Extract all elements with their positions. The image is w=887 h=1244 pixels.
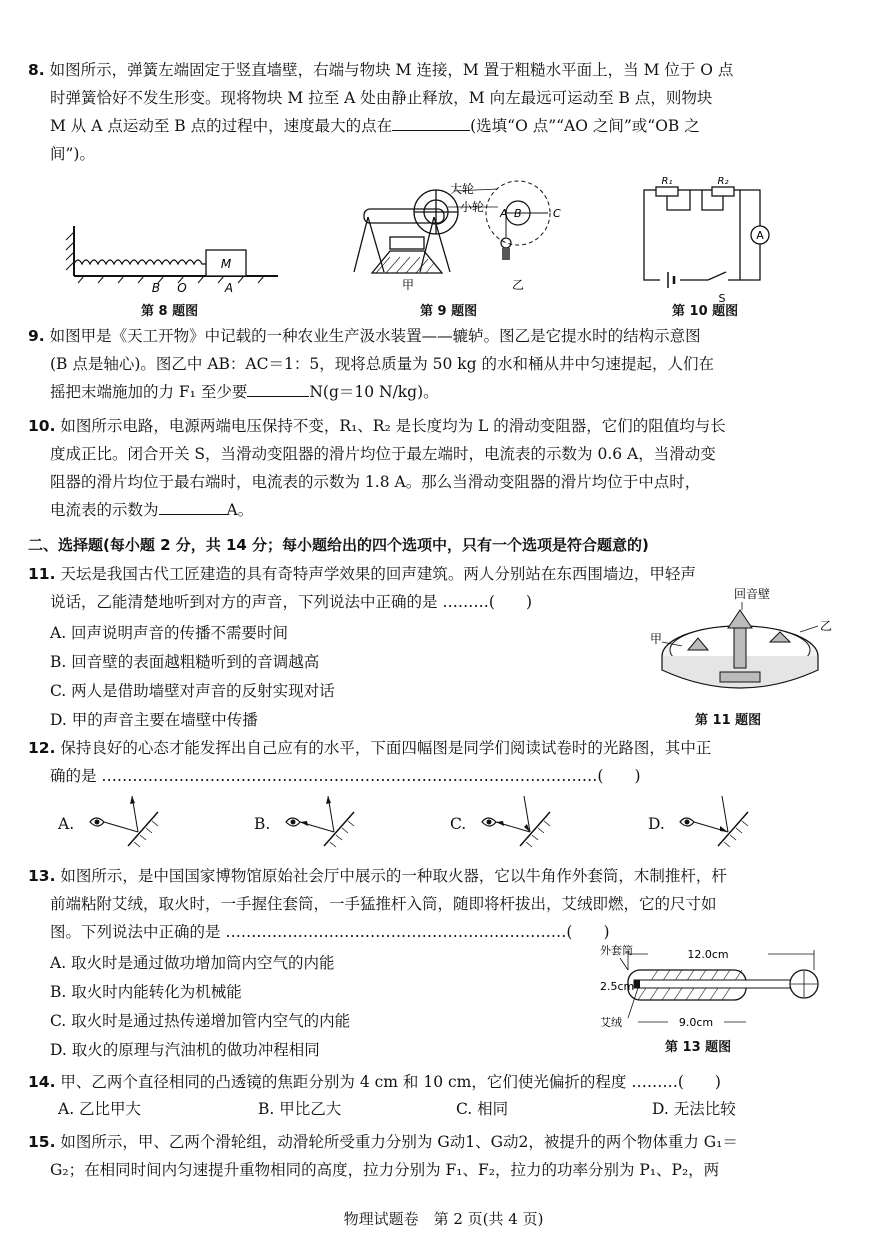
q13-option-a[interactable]: A. 取火时是通过做功增加筒内空气的内能: [50, 954, 335, 972]
fig13-label-outer: 外套筒: [600, 944, 633, 957]
q14-option-a[interactable]: A. 乙比甲大: [58, 1100, 142, 1118]
fig13-label-rod: 9.0cm: [678, 1016, 714, 1029]
q12-line2: 确的是 ……………………………………………………………………………………( ): [50, 767, 641, 785]
q12-option-d-diagram[interactable]: [672, 792, 762, 852]
q12-option-b[interactable]: B.: [254, 815, 271, 833]
q13-line3: 图。下列说法中正确的是 …………………………………………………………( ): [50, 923, 610, 941]
fig11-label-wall: 回音壁: [734, 587, 771, 601]
fig10-label-r2: R₂: [717, 176, 729, 187]
question-8: [28, 56, 828, 168]
question-14: [28, 1068, 828, 1096]
q11-option-c[interactable]: C. 两人是借助墙壁对声音的反射实现对话: [50, 682, 335, 700]
answer-blank[interactable]: [392, 114, 470, 131]
page-footer: 物理试题卷 第 2 页(共 4 页): [343, 1210, 544, 1228]
question-number: 9.: [28, 327, 45, 345]
q12-option-a[interactable]: A.: [58, 815, 75, 833]
q12-line1: 保持良好的心态才能发挥出自己应有的水平，下面四幅图是同学们阅读试卷时的光路图，其中正: [60, 739, 712, 757]
question-number: 11.: [28, 565, 56, 583]
q13-line2: 前端粘附艾绒，取火时，一手握住套筒，一手猛推杆入筒，随即将杆拔出，艾绒即燃，它的尺寸如: [50, 895, 717, 913]
question-number: 12.: [28, 739, 56, 757]
q12-option-c-diagram[interactable]: [474, 792, 564, 852]
q13-option-d[interactable]: D. 取火的原理与汽油机的做功冲程相同: [50, 1041, 320, 1059]
figure-13-fire-starter: [598, 940, 828, 1030]
q12-option-b-diagram[interactable]: [278, 792, 368, 852]
q10-line3: 阻器的滑片均位于最右端时，电流表的示数为 1.8 A。那么当滑动变阻器的滑片均位于中点时，: [50, 473, 701, 491]
question-number: 8.: [28, 61, 45, 79]
q11-line1: 天坛是我国古代工匠建造的具有奇特声学效果的回声建筑。两人分别站在东西围墙边，甲轻声: [60, 565, 696, 583]
q10-line1: 如图所示电路，电源两端电压保持不变，R₁、R₂ 是长度均为 L 的滑动变阻器，它们的阻值均与长: [60, 417, 726, 435]
q10-line2: 度成正比。闭合开关 S，当滑动变阻器的滑片均位于最左端时，电流表的示数为 0.6 A，当滑动变: [50, 445, 716, 463]
q13-option-c[interactable]: C. 取火时是通过热传递增加管内空气的内能: [50, 1012, 351, 1030]
fig10-label-r1: R₁: [661, 176, 673, 187]
figure-8-spring-diagram: [66, 226, 286, 296]
fig9-label-small-wheel: 小轮: [460, 200, 485, 214]
figure-8-caption: 第 8 题图: [141, 304, 199, 319]
question-number: 10.: [28, 417, 56, 435]
q9-line3a: 摇把末端施加的力 F₁ 至少要: [50, 383, 248, 401]
q9-line2: (B 点是轴心)。图乙中 AB：AC＝1：5，现将总质量为 50 kg 的水和桶从井中匀速提起，人们在: [50, 355, 715, 373]
q12-option-c[interactable]: C.: [450, 815, 467, 833]
q14-option-b[interactable]: B. 甲比乙大: [258, 1100, 342, 1118]
q15-line2: G₂；在相同时间内匀速提升重物相同的高度，拉力分别为 F₁、F₂，拉力的功率分别为 P₁、P₂，两: [50, 1161, 720, 1179]
fig9-label-yi: 乙: [512, 278, 525, 292]
fig8-label-a: A: [224, 281, 234, 295]
fig9-label-jia: 甲: [402, 278, 415, 292]
question-15: [28, 1128, 828, 1184]
fig11-label-yi: 乙: [820, 619, 833, 633]
figure-11-echo-wall: [650, 587, 833, 708]
fig10-label-switch: S: [718, 292, 726, 305]
question-9: [28, 322, 828, 406]
question-13: [28, 862, 828, 946]
answer-blank[interactable]: [159, 498, 227, 515]
q8-line3b: (选填“O 点”“AO 之间”或“OB 之: [470, 117, 700, 135]
fig9-label-c: C: [553, 207, 561, 220]
q13-line1: 如图所示，是中国国家博物馆原始社会厅中展示的一种取火器，它以牛角作外套筒，木制推杆，杆: [60, 867, 727, 885]
q12-option-d[interactable]: D.: [648, 815, 665, 833]
fig13-label-moxa: 艾绒: [600, 1016, 622, 1029]
fig9-label-b: B: [514, 207, 522, 220]
answer-blank[interactable]: [247, 380, 309, 397]
q13-option-b[interactable]: B. 取火时内能转化为机械能: [50, 983, 242, 1001]
question-10: [28, 412, 828, 524]
q10-line4b: A。: [226, 501, 254, 519]
q11-option-b[interactable]: B. 回音壁的表面越粗糙听到的音调越高: [50, 653, 320, 671]
question-number: 14.: [28, 1073, 56, 1091]
question-number: 13.: [28, 867, 56, 885]
figure-11-caption: 第 11 题图: [695, 713, 762, 728]
q8-line4: 间”)。: [50, 145, 95, 163]
fig13-label-diameter: 2.5cm: [600, 980, 635, 993]
fig9-label-a: A: [500, 207, 508, 220]
question-11: [28, 560, 696, 616]
figure-9-windlass-diagram: [350, 177, 580, 292]
q14-line1: 甲、乙两个直径相同的凸透镜的焦距分别为 4 cm 和 10 cm，它们使光偏折的程度 ………( ): [60, 1073, 721, 1091]
fig8-label-m: M: [220, 257, 232, 271]
question-number: 15.: [28, 1133, 56, 1151]
q9-line3b: N(g＝10 N/kg)。: [309, 383, 439, 401]
q10-line4a: 电流表的示数为: [50, 501, 159, 519]
figure-10-circuit-diagram: [630, 176, 780, 305]
q11-option-a[interactable]: A. 回声说明声音的传播不需要时间: [50, 624, 289, 642]
q11-line2: 说话，乙能清楚地听到对方的声音，下列说法中正确的是 ………( ): [50, 593, 533, 611]
question-12: [28, 734, 828, 790]
q12-option-a-diagram[interactable]: [82, 792, 172, 852]
figure-9-caption: 第 9 题图: [420, 304, 478, 319]
q8-line1: 如图所示，弹簧左端固定于竖直墙壁，右端与物块 M 连接，M 置于粗糙水平面上，当 M 位于 O 点: [49, 61, 734, 79]
fig10-label-ammeter: A: [756, 229, 764, 242]
q14-option-c[interactable]: C. 相同: [456, 1100, 509, 1118]
q8-line2: 时弹簧恰好不发生形变。现将物块 M 拉至 A 处由静止释放，M 向左最远可运动至 B 点，则物块: [50, 89, 713, 107]
fig11-label-jia: 甲: [650, 632, 663, 646]
fig8-label-b: B: [151, 281, 161, 295]
q14-option-d[interactable]: D. 无法比较: [652, 1100, 736, 1118]
figure-10-caption: 第 10 题图: [672, 304, 739, 319]
q8-line3a: M 从 A 点运动至 B 点的过程中，速度最大的点在: [50, 117, 393, 135]
fig13-label-length: 12.0cm: [687, 948, 729, 961]
fig9-label-big-wheel: 大轮: [450, 182, 475, 196]
q11-option-d[interactable]: D. 甲的声音主要在墙壁中传播: [50, 711, 258, 729]
q15-line1: 如图所示，甲、乙两个滑轮组，动滑轮所受重力分别为 G动1、G动2，被提升的两个物体重力 G₁＝: [60, 1133, 738, 1151]
fig8-label-o: O: [177, 281, 187, 295]
figure-13-caption: 第 13 题图: [665, 1040, 732, 1055]
q9-line1: 如图甲是《天工开物》中记载的一种农业生产汲水装置——辘轳。图乙是它提水时的结构示意图: [49, 327, 701, 345]
section-title: 二、选择题(每小题 2 分，共 14 分；每小题给出的四个选项中，只有一个选项是符合题意的): [28, 536, 649, 554]
